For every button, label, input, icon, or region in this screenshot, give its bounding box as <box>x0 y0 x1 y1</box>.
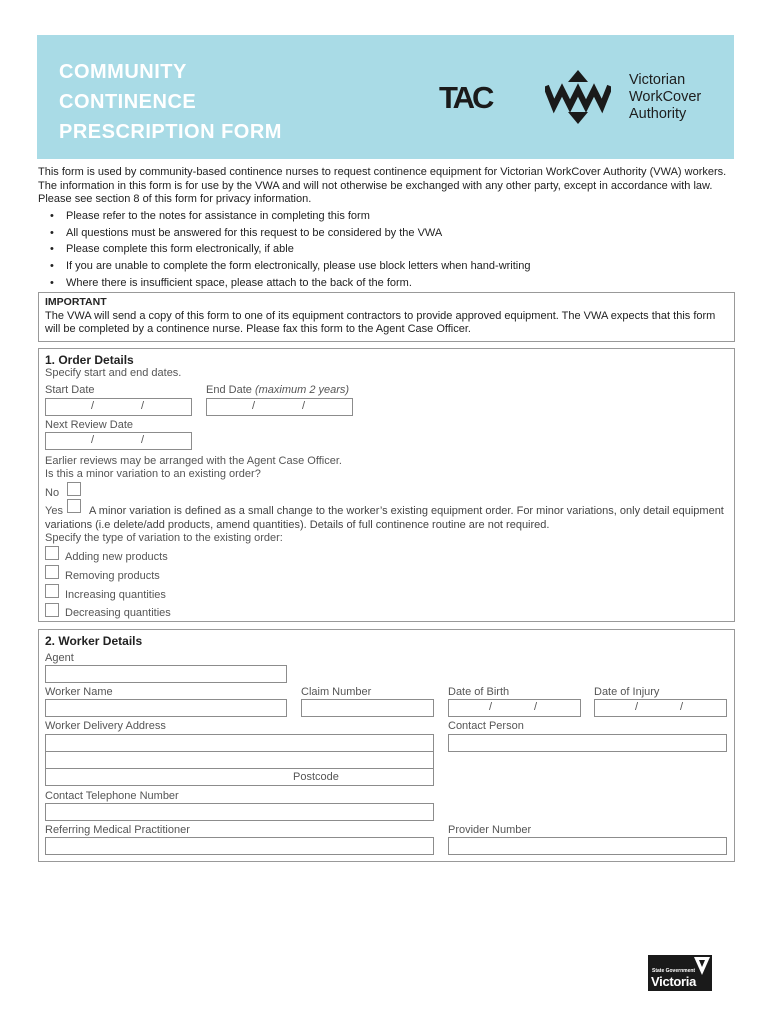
no-label: No <box>45 487 60 499</box>
start-date-field[interactable] <box>45 398 192 416</box>
end-date-label-group <box>206 384 349 396</box>
tac-logo-text: TAC <box>439 81 492 111</box>
worker-details-section <box>38 629 735 862</box>
yes-label: Yes <box>45 505 63 517</box>
contact-phone-field[interactable] <box>45 803 434 821</box>
title-line-2: CONTINENCE <box>59 91 197 113</box>
agent-field[interactable] <box>45 665 287 683</box>
instruction-item: • Please refer to the notes for assistance in completing this form <box>44 208 724 225</box>
order-instruction: Specify start and end dates. <box>45 367 182 379</box>
minor-variation-question: Is this a minor variation to an existing order? <box>45 468 261 480</box>
delivery-address-field-line-1[interactable] <box>45 734 434 752</box>
postcode-label: Postcode <box>293 771 339 783</box>
date-separator: / <box>141 434 145 446</box>
doi-label: Date of Injury <box>594 686 660 698</box>
worker-details-title: 2. Worker Details <box>45 634 143 648</box>
order-details-title: 1. Order Details <box>45 353 134 367</box>
date-separator: / <box>141 400 145 412</box>
important-heading: IMPORTANT <box>45 296 107 308</box>
earlier-reviews-note: Earlier reviews may be arranged with the Agent Case Officer. <box>45 455 342 467</box>
removing-products-checkbox[interactable] <box>45 565 59 579</box>
adding-products-label: Adding new products <box>65 551 168 563</box>
vwa-logo-icon <box>545 68 611 126</box>
title-line-1: COMMUNITY <box>59 61 187 83</box>
doi-field[interactable] <box>594 699 727 717</box>
worker-name-field[interactable] <box>45 699 287 717</box>
next-review-date-field[interactable] <box>45 432 192 450</box>
important-notice <box>38 292 735 342</box>
end-date-field[interactable] <box>206 398 353 416</box>
delivery-address-label: Worker Delivery Address <box>45 720 166 732</box>
date-separator: / <box>489 701 493 713</box>
claim-number-label: Claim Number <box>301 686 372 698</box>
intro-paragraph: This form is used by community-based continence nurses to request continence equipment for Victorian WorkCover Authority (VWA) workers. The information in this form is for use by the VWA and will not otherwise be exchanged with any other party, except in accordance with law. Please see section 8 of this form for privacy information. <box>38 166 727 205</box>
end-date-note: (maximum 2 years) <box>254 384 350 396</box>
contact-person-field[interactable] <box>448 734 727 752</box>
contact-phone-label: Contact Telephone Number <box>45 790 179 802</box>
claim-number-field[interactable] <box>301 699 434 717</box>
victoria-triangle-icon <box>693 956 711 976</box>
form-title <box>59 57 379 147</box>
date-separator: / <box>680 701 684 713</box>
referring-practitioner-field[interactable] <box>45 837 434 855</box>
decreasing-quantities-label: Decreasing quantities <box>65 607 171 619</box>
instruction-list <box>44 208 724 291</box>
removing-products-label: Removing products <box>65 570 160 582</box>
worker-name-label: Worker Name <box>45 686 113 698</box>
date-separator: / <box>252 400 256 412</box>
variation-type-instruction: Specify the type of variation to the existing order: <box>45 532 283 544</box>
decreasing-quantities-checkbox[interactable] <box>45 603 59 617</box>
dob-label: Date of Birth <box>448 686 510 698</box>
vwa-name-line-2: WorkCover <box>629 89 702 105</box>
victoria-text: Victoria <box>651 974 697 989</box>
minor-variation-definition: A minor variation is defined as a small change to the worker’s existing equipment order. For minor variations, only detail equipment variations (i.e delete/add products, amend quantities). Details of full continence routine are not required. <box>45 505 724 531</box>
victoria-government-logo <box>648 955 712 991</box>
dob-field[interactable] <box>448 699 581 717</box>
provider-number-label: Provider Number <box>448 824 532 836</box>
provider-number-field[interactable] <box>448 837 727 855</box>
vwa-wordmark <box>629 72 701 123</box>
instruction-item: • Please complete this form electronically, if able <box>44 241 724 258</box>
delivery-address-field-line-2[interactable] <box>45 751 434 769</box>
next-review-label: Next Review Date <box>45 419 134 431</box>
instruction-item: • Where there is insufficient space, please attach to the back of the form. <box>44 275 724 292</box>
date-separator: / <box>534 701 538 713</box>
contact-person-label: Contact Person <box>448 720 524 732</box>
date-separator: / <box>91 434 95 446</box>
instruction-item: • All questions must be answered for this request to be considered by the VWA <box>44 225 724 242</box>
vwa-name-line-1: Victorian <box>629 72 686 88</box>
header-banner <box>37 35 734 159</box>
instruction-item: • If you are unable to complete the form electronically, please use block letters when hand-writing <box>44 258 724 275</box>
increasing-quantities-label: Increasing quantities <box>65 589 166 601</box>
state-government-text: State Government <box>652 968 696 974</box>
title-line-3: PRESCRIPTION FORM <box>59 121 282 143</box>
referring-practitioner-label: Referring Medical Practitioner <box>45 824 190 836</box>
important-text: The VWA will send a copy of this form to one of its equipment contractors to provide approved equipment. The VWA expects that this form will be completed by a continence nurse. Please fax this form to the Agent Case Officer. <box>45 309 716 335</box>
tac-logo <box>439 81 515 111</box>
postcode-row[interactable] <box>45 768 434 786</box>
start-date-label: Start Date <box>45 384 95 396</box>
end-date-label: End Date <box>206 384 252 396</box>
adding-products-checkbox[interactable] <box>45 546 59 560</box>
vwa-name-line-3: Authority <box>629 106 687 122</box>
date-separator: / <box>302 400 306 412</box>
no-checkbox[interactable] <box>67 482 81 496</box>
increasing-quantities-checkbox[interactable] <box>45 584 59 598</box>
order-details-section <box>38 348 735 622</box>
date-separator: / <box>91 400 95 412</box>
agent-label: Agent <box>45 652 74 664</box>
date-separator: / <box>635 701 639 713</box>
